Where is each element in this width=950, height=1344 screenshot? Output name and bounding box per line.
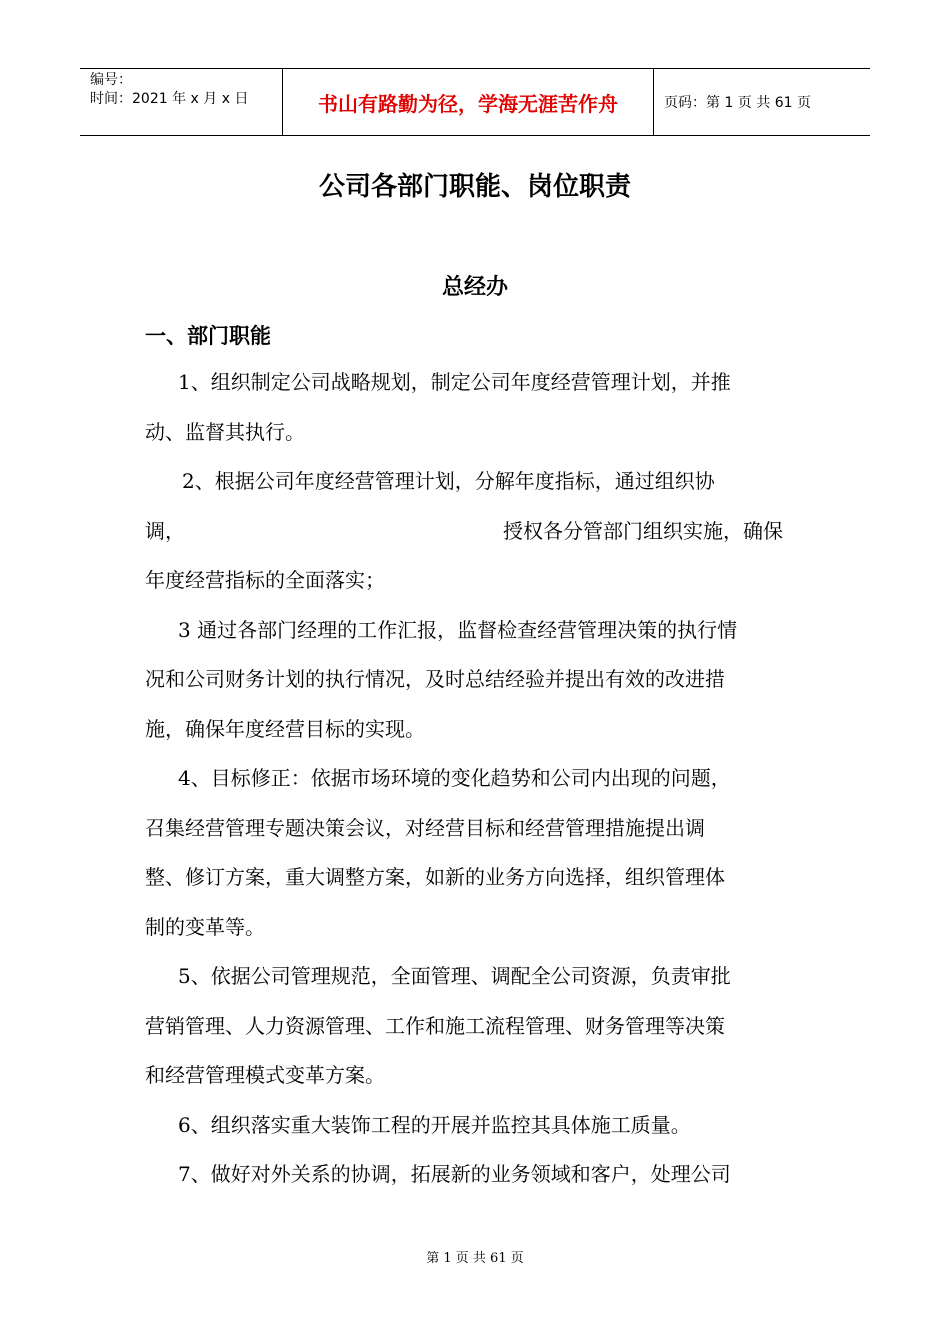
body-line: 5、依据公司管理规范，全面管理、调配全公司资源，负责审批	[178, 964, 731, 988]
body-line: 1、组织制定公司战略规划，制定公司年度经营管理计划，并推	[178, 370, 731, 394]
document-title: 公司各部门职能、岗位职责	[318, 172, 631, 202]
body-line-fragment: 调，	[145, 518, 185, 543]
body-line: 4、目标修正：依据市场环境的变化趋势和公司内出现的问题，	[178, 766, 731, 790]
document-body	[145, 358, 815, 1200]
body-line: 3 通过各部门经理的工作汇报，监督检查经营管理决策的执行情	[178, 617, 738, 642]
body-line: 营销管理、人力资源管理、工作和施工流程管理、财务管理等决策	[145, 1013, 725, 1038]
body-line: 施，确保年度经营目标的实现。	[145, 716, 425, 741]
body-line: 年度经营指标的全面落实；	[145, 568, 385, 592]
body-line: 动、监督其执行。	[145, 419, 305, 444]
body-line: 况和公司财务计划的执行情况，及时总结经验并提出有效的改进措	[145, 667, 725, 691]
body-line: 6、组织落实重大装饰工程的开展并监控其具体施工质量。	[178, 1112, 691, 1137]
body-line: 整、修订方案，重大调整方案，如新的业务方向选择，组织管理体	[145, 865, 725, 889]
header-motto: 书山有路勤为径，学海无涯苦作舟	[282, 69, 654, 135]
body-line: 2、根据公司年度经营管理计划，分解年度指标，通过组织协	[182, 469, 715, 493]
body-line-fragment: 授权各分管部门组织实施，确保	[503, 518, 783, 543]
body-line: 和经营管理模式变革方案。	[145, 1063, 385, 1087]
header-page-info: 页码：第 1 页 共 61 页	[664, 95, 811, 111]
body-line: 7、做好对外关系的协调，拓展新的业务领域和客户，处理公司	[178, 1162, 731, 1186]
time-label: 时间：2021 年 x 月 x 日	[90, 91, 249, 107]
body-line	[145, 507, 815, 557]
body-line: 召集经营管理专题决策会议，对经营目标和经营管理措施提出调	[145, 815, 705, 840]
body-line: 制的变革等。	[145, 914, 265, 939]
header-meta	[80, 69, 282, 135]
number-label: 编号：	[90, 72, 132, 88]
document-header	[80, 68, 870, 136]
section-heading: 一、部门职能	[145, 324, 271, 348]
page-footer: 第 1 页 共 61 页	[426, 1251, 524, 1266]
department-heading: 总经办	[441, 275, 508, 300]
